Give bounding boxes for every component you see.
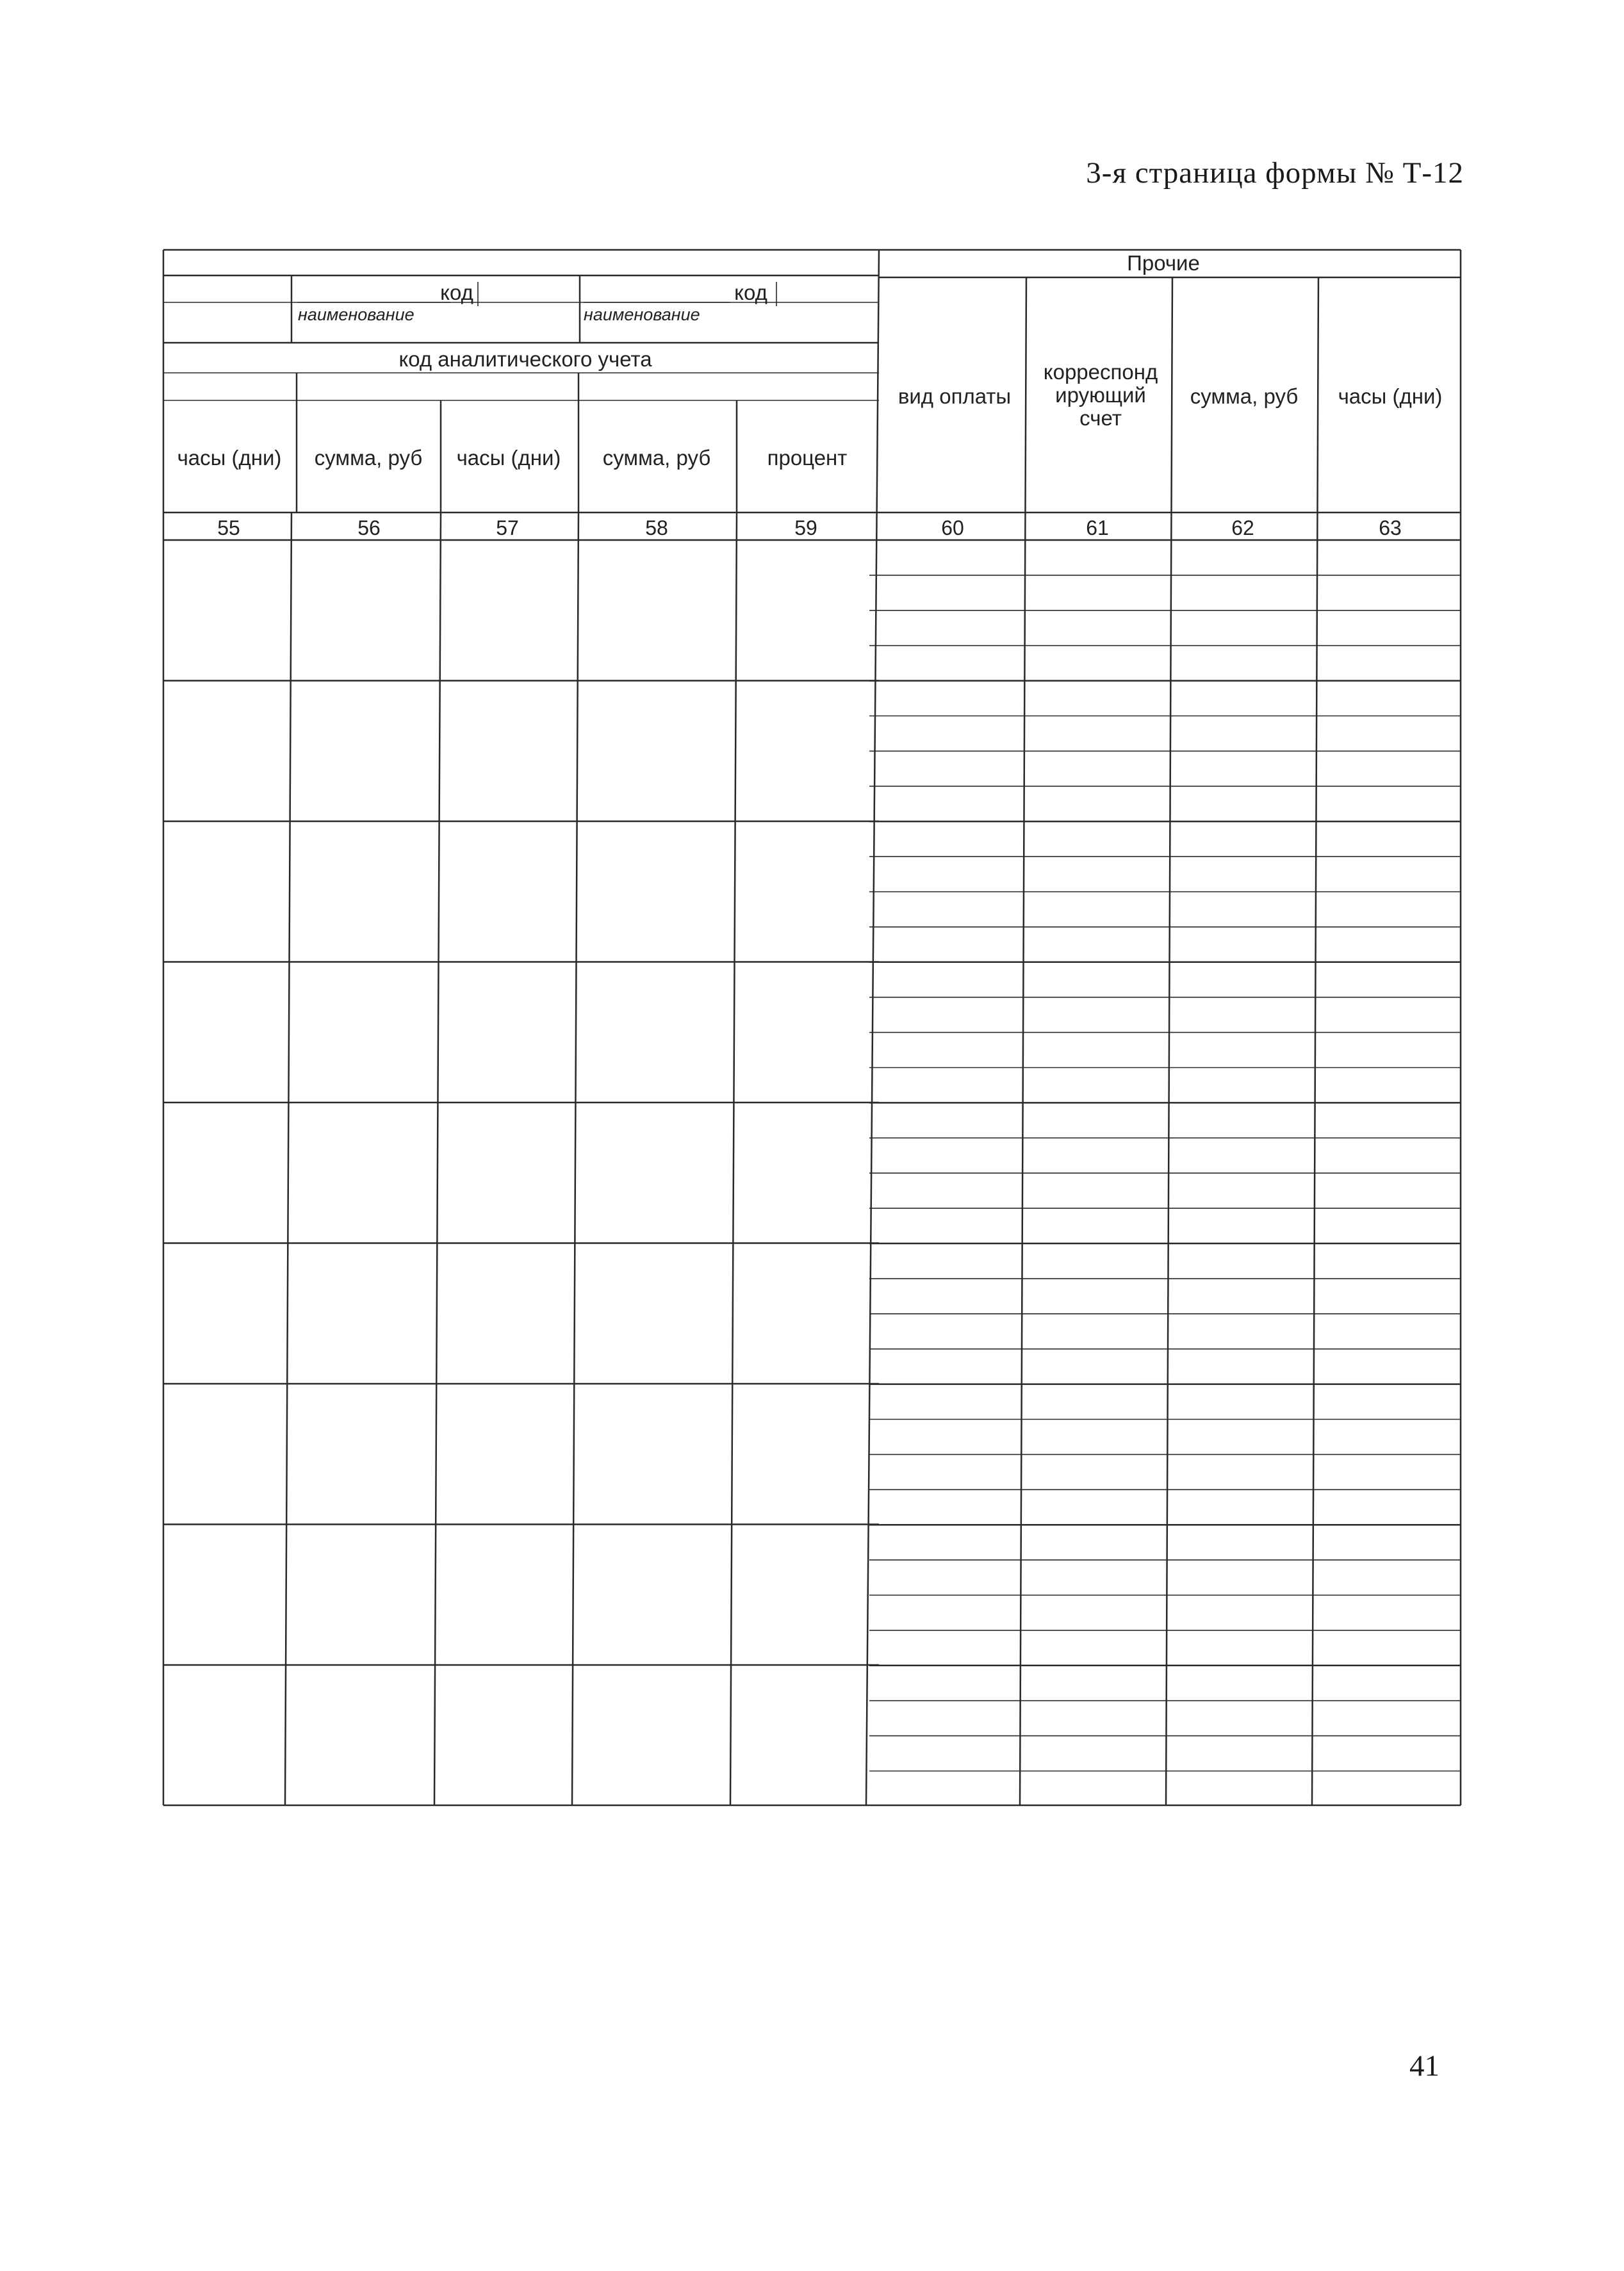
col-58-header: сумма, руб (602, 446, 711, 470)
col-57-header: часы (дни) (456, 446, 561, 470)
mid-divider (866, 250, 879, 1805)
right-col-divider-2 (1312, 277, 1318, 1805)
col-number-59: 59 (794, 516, 817, 539)
col-number-61: 61 (1086, 516, 1109, 539)
col-61-header-line3: счет (1079, 406, 1122, 430)
col-number-62: 62 (1231, 516, 1254, 539)
group-title-prochie: Прочие (1127, 251, 1200, 275)
right-col-divider-1 (1166, 277, 1172, 1805)
col-62-header: сумма, руб (1190, 384, 1299, 408)
body-col-divider-3 (730, 512, 737, 1805)
body-col-divider-0 (285, 512, 291, 1805)
col-number-56: 56 (357, 516, 381, 539)
code-label-1: код (440, 281, 473, 304)
col-number-57: 57 (496, 516, 519, 539)
analytic-code-label: код аналитического учета (398, 347, 652, 371)
col-number-55: 55 (217, 516, 240, 539)
col-56-header: сумма, руб (314, 446, 423, 470)
right-col-divider-0 (1020, 277, 1026, 1805)
body-col-divider-1 (434, 512, 441, 1805)
col-number-58: 58 (645, 516, 668, 539)
col-63-header: часы (дни) (1338, 384, 1443, 408)
body-col-divider-2 (572, 512, 578, 1805)
col-59-header: процент (767, 446, 848, 470)
page-number: 41 (1409, 2049, 1439, 2083)
col-61-header-line2: ирующий (1055, 383, 1146, 407)
col-55-header: часы (дни) (177, 446, 282, 470)
page-title: 3-я страница формы № Т-12 (1086, 156, 1464, 190)
col-number-63: 63 (1379, 516, 1402, 539)
code-label-2: код (734, 281, 767, 304)
name-label-1: наименование (298, 305, 414, 324)
table-grid (163, 250, 1461, 1805)
name-label-2: наименование (584, 305, 700, 324)
col-61-header-line1: корреспонд (1043, 360, 1158, 384)
col-60-header: вид оплаты (898, 384, 1012, 408)
col-number-60: 60 (941, 516, 964, 539)
